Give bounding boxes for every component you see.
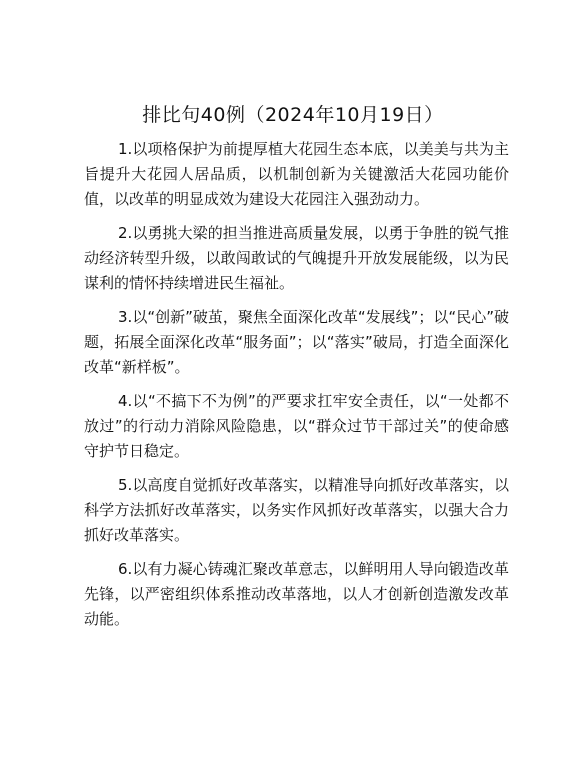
list-item: 1.以项格保护为前提厚植大花园生态本底，以美美与共为主旨提升大花园人居品质，以机制创新为关键激活大花园功能价值，以改革的明显成效为建设大花园注入强劲动力。 — [84, 140, 509, 208]
item-list — [84, 137, 509, 641]
document-title: 排比句40例（2024年10月19日） — [142, 104, 444, 126]
list-item: 3.以“创新”破茧，聚焦全面深化改革“发展线”；以“民心”破题，拓展全面深化改革“服务面”；以“落实”破局，打造全面深化改革“新样板”。 — [84, 308, 509, 376]
list-item: 4.以“不搞下不为例”的严要求扛牢安全责任，以“一处都不放过”的行动力消除风险隐患，以“群众过节干部过关”的使命感守护节日稳定。 — [84, 392, 509, 460]
list-item: 5.以高度自觉抓好改革落实，以精准导向抓好改革落实，以科学方法抓好改革落实，以务实作风抓好改革落实，以强大合力抓好改革落实。 — [84, 476, 509, 544]
list-item: 6.以有力凝心铸魂汇聚改革意志，以鲜明用人导向锻造改革先锋，以严密组织体系推动改革落地，以人才创新创造激发改革动能。 — [84, 560, 509, 628]
list-item: 2.以勇挑大梁的担当推进高质量发展，以勇于争胜的锐气推动经济转型升级，以敢闯敢试的气魄提升开放发展能级，以为民谋利的情怀持续增进民生福祉。 — [84, 224, 509, 292]
